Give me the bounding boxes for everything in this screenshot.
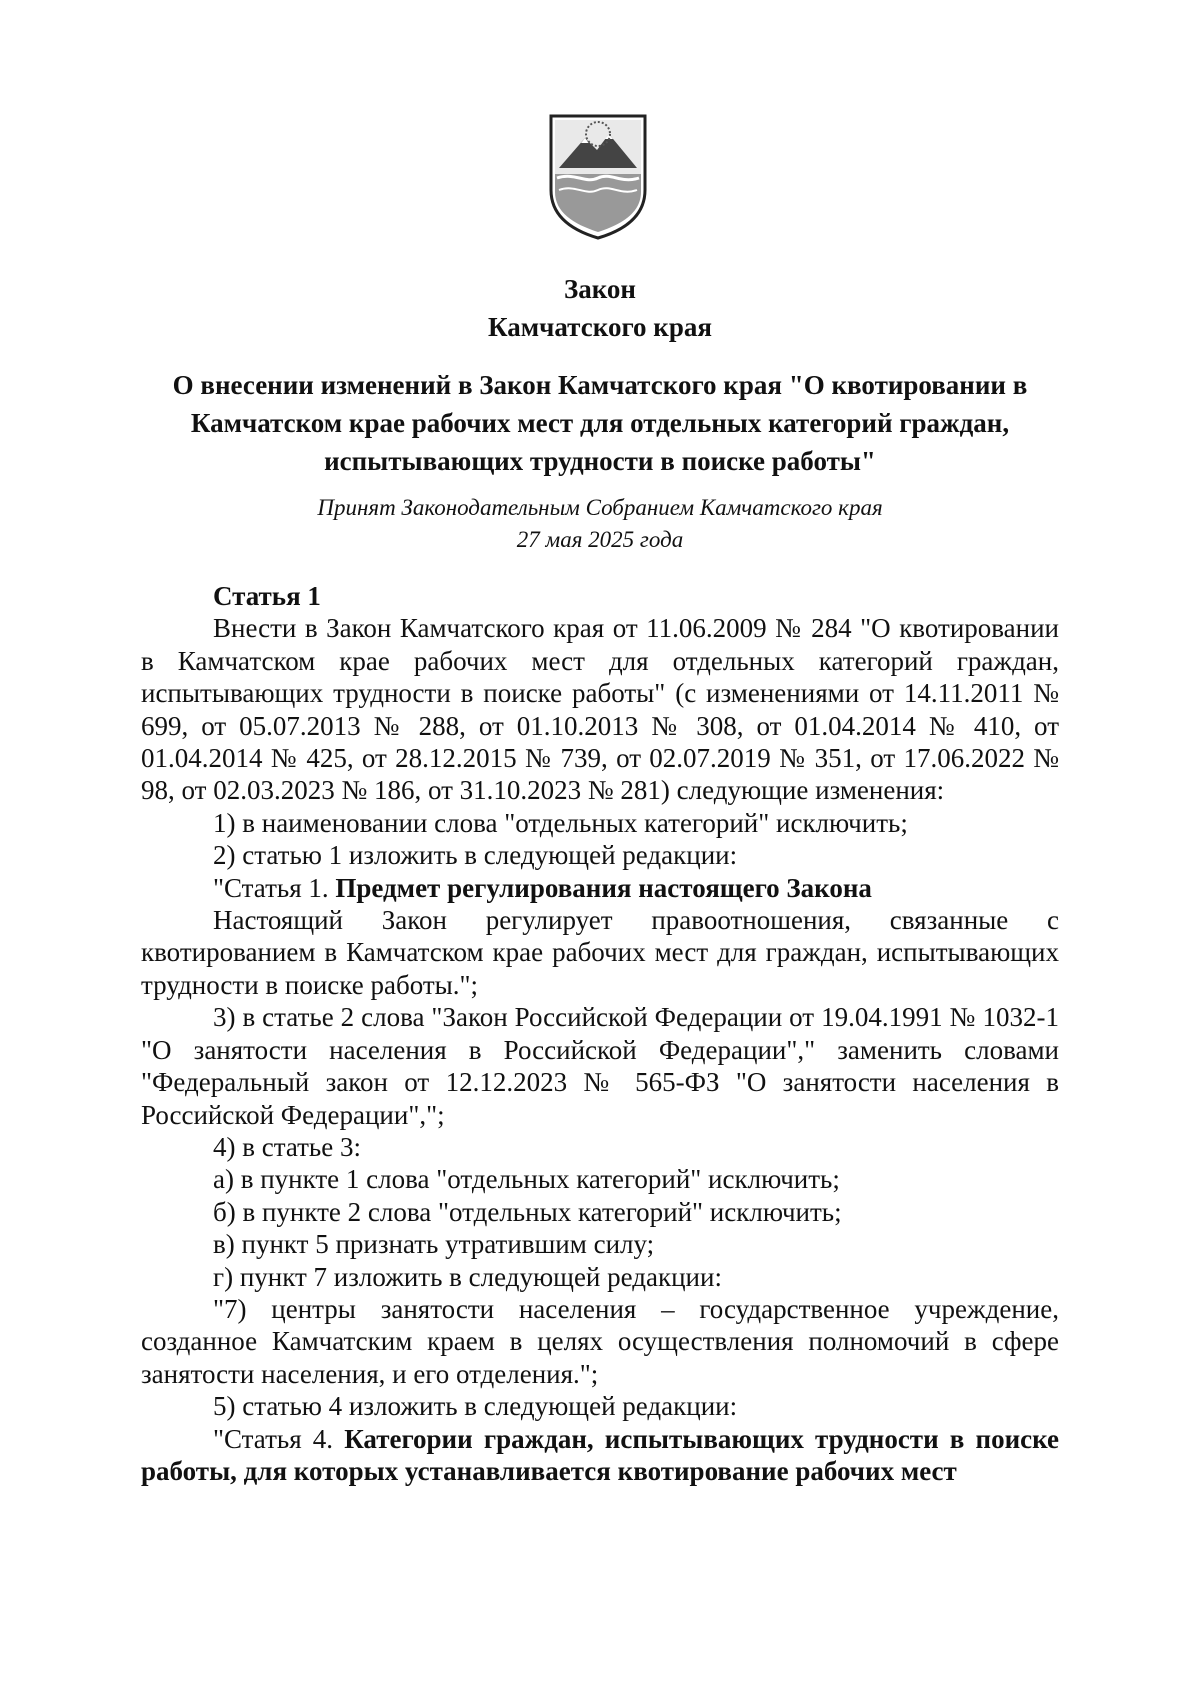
list-item-5: 5) статью 4 изложить в следующей редакции: bbox=[213, 1391, 738, 1422]
list-item-3: 3) в статье 2 слова "Закон Российской Федерации от 19.04.1991 № 1032-1 "О занятости населения в Российской Федерации"," заменить словами "Федеральный закон от 12.12.2023 № 565-ФЗ "О занятости населения в Российской Федерации","; bbox=[141, 1002, 1059, 1130]
quoted-article-1-prefix: "Статья 1. bbox=[213, 872, 336, 903]
paragraph-intro: Внести в Закон Камчатского края от 11.06.2009 № 284 "О квотировании в Камчатском крае рабочих мест для отдельных категорий граждан, испытывающих трудности в поиске работы" (с изменениями от 14.11.2011 № 699, от 05.07.2013 № 288, от 01.10.2013 № 308, от 01.04.2014 № 410, от 01.04.2014 № 425, от 28.12.2015 № 739, от 02.07.2019 № 351, от 17.06.2022 № 98, от 02.03.2023 № 186, от 31.10.2023 № 281) следующие изменения: bbox=[141, 613, 1059, 806]
adoption-note bbox=[0, 492, 1200, 556]
document-title bbox=[0, 366, 1200, 480]
list-item-1: 1) в наименовании слова "отдельных категорий" исключить; bbox=[213, 807, 908, 838]
quoted-article-4-heading bbox=[141, 1423, 1059, 1488]
quoted-article-1-title: Предмет регулирования настоящего Закона bbox=[335, 872, 872, 903]
article-1-body bbox=[141, 580, 1059, 1487]
list-item-4a: а) в пункте 1 слова "отдельных категорий" исключить; bbox=[213, 1164, 840, 1195]
region-name: Камчатского края bbox=[488, 312, 712, 342]
kamchatka-coat-of-arms-icon bbox=[545, 112, 651, 240]
title-line-1: О внесении изменений в Закон Камчатского края "О квотировании в bbox=[172, 370, 1028, 400]
adoption-line-1: Принят Законодательным Собранием Камчатского края bbox=[317, 495, 883, 520]
document-header bbox=[0, 270, 1200, 346]
adoption-date: 27 мая 2025 года bbox=[516, 527, 684, 552]
article-heading: Статья 1 bbox=[213, 581, 321, 611]
list-item-4: 4) в статье 3: bbox=[213, 1131, 361, 1162]
list-item-2: 2) статью 1 изложить в следующей редакции: bbox=[213, 840, 738, 871]
quoted-article-1-text: Настоящий Закон регулирует правоотношения, связанные с квотированием в Камчатском крае рабочих мест для граждан, испытывающих трудности в поиске работы."; bbox=[141, 905, 1059, 1000]
title-line-3: испытывающих трудности в поиске работы" bbox=[324, 446, 876, 476]
quoted-point-7: "7) центры занятости населения – государственное учреждение, созданное Камчатским краем в целях осуществления полномочий в сфере занятости населения, и его отделения."; bbox=[141, 1293, 1059, 1389]
list-item-4b: б) в пункте 2 слова "отдельных категорий" исключить; bbox=[213, 1196, 842, 1227]
list-item-4d: г) пункт 7 изложить в следующей редакции: bbox=[213, 1261, 722, 1292]
quoted-article-1-heading bbox=[141, 872, 1059, 904]
list-item-4c: в) пункт 5 признать утратившим силу; bbox=[213, 1229, 655, 1260]
law-label: Закон bbox=[563, 274, 636, 304]
quoted-article-4-title: Категории граждан, испытывающих трудности в поиске работы, для которых устанавливается квотирование рабочих мест bbox=[141, 1423, 1059, 1486]
quoted-article-4-prefix: "Статья 4. bbox=[213, 1423, 345, 1454]
title-line-2: Камчатском крае рабочих мест для отдельных категорий граждан, bbox=[190, 408, 1010, 438]
